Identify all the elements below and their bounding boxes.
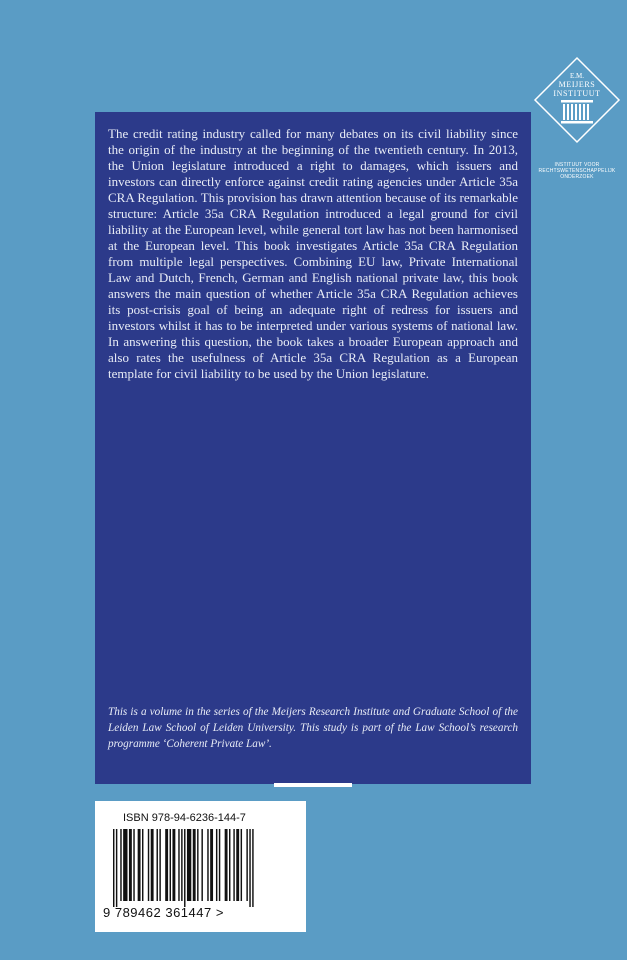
barcode-bar [116, 829, 117, 907]
logo-sub3: ONDERZOEK [560, 174, 594, 180]
barcode-bar [165, 829, 168, 901]
barcode-bar [181, 829, 182, 901]
barcode-bar [133, 829, 134, 901]
temple-columns-icon [561, 100, 593, 124]
barcode-bar [246, 829, 247, 901]
barcode-bar [129, 829, 132, 901]
panel-tab-divider [274, 783, 352, 787]
barcode-bar [236, 829, 239, 901]
barcode-bar [219, 829, 220, 901]
isbn-label: ISBN 978-94-6236-144-7 [123, 812, 246, 824]
barcode-bar [207, 829, 208, 901]
logo-sub2: RECHTSWETENSCHAPPELIJK [538, 168, 616, 174]
back-cover-panel [95, 112, 531, 784]
barcode-bar [233, 829, 234, 901]
barcode-bar [151, 829, 154, 901]
barcode-bar [170, 829, 171, 901]
barcode-bar [193, 829, 196, 901]
isbn-barcode [95, 801, 306, 932]
logo-emblem [533, 56, 621, 151]
logo-sub1: INSTITUUT VOOR [554, 162, 600, 168]
barcode-bar [229, 829, 230, 901]
barcode-bar [241, 829, 242, 901]
barcode-bar [201, 829, 202, 901]
barcode-bar [148, 829, 149, 901]
book-blurb: The credit rating industry called for many debates on its civil liability since the origin of the industry at the beginning of the twentieth century. In 2013, the Union legislature introduced a right to damages, which issuers and investors can directly enforce against credit rating agencies under Article 35a CRA Regulation. This provision has drawn attention because of its remarkable structure: Article 35a CRA Regulation introduced a legal ground for civil liability at the European level, while general tort law has not been harmonised at the European level. This book investigates Article 35a CRA Regulation from multiple legal perspectives. Combining EU law, Private International Law and Dutch, French, German and English national private law, this book answers the main question of whether Article 35a CRA Regulation achieves its post-crisis goal of being an adequate right of redress for issuers and investors whilst it has to be interpreted under various systems of national law. In answering this question, the book takes a broader European approach and also rates the usefulness of Article 35a CRA Regulation as a European template for civil liability to be used by the Union legislature. [108, 126, 518, 381]
barcode-bar [252, 829, 253, 907]
barcode-bar [249, 829, 250, 907]
barcode-bar [197, 829, 198, 901]
barcode-bar [113, 829, 114, 907]
barcode-bar [184, 829, 185, 907]
barcode-bar [120, 829, 121, 901]
barcode-bar [178, 829, 179, 901]
barcode-bar [216, 829, 217, 901]
barcode-bar [157, 829, 158, 901]
series-note: This is a volume in the series of the Meijers Research Institute and Graduate School of the Leiden Law School of Leiden University. This study is part of the Law School’s research programme ‘Coherent Private Law’. [108, 706, 518, 750]
barcode-digits: 9 789462 361447 > [103, 905, 224, 920]
barcode-bar [138, 829, 141, 901]
meijers-institute-logo [533, 56, 621, 184]
barcode-bar [225, 829, 228, 901]
barcode-bar [142, 829, 143, 901]
barcode-bar [210, 829, 213, 901]
barcode-bar [172, 829, 175, 901]
barcode-bar [187, 829, 191, 901]
barcode-bars [111, 829, 295, 907]
logo-line1: E.M. [570, 72, 584, 80]
logo-line2: MEIJERS [558, 80, 596, 89]
logo-line3: INSTITUUT [553, 89, 601, 98]
barcode-bar [159, 829, 160, 901]
barcode-bar [123, 829, 127, 901]
